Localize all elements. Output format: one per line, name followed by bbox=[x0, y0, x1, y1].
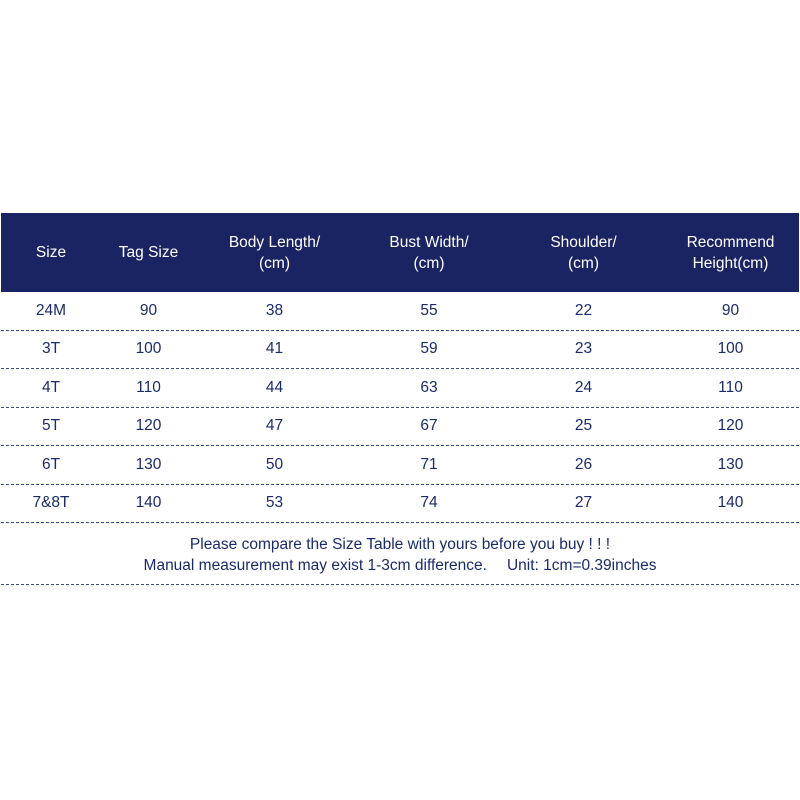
measurement-note: Manual measurement may exist 1-3cm difference. bbox=[143, 557, 487, 574]
size-table bbox=[1, 213, 799, 585]
cell-recommend-height: 120 bbox=[717, 417, 744, 435]
header-size: Size bbox=[35, 244, 67, 261]
cell-bust-width: 55 bbox=[420, 301, 438, 319]
cell-shoulder: 24 bbox=[574, 378, 593, 396]
cell-tag-size: 100 bbox=[135, 340, 162, 358]
cell-shoulder: 27 bbox=[574, 494, 593, 512]
cell-body-length: 44 bbox=[265, 378, 284, 396]
cell-shoulder: 26 bbox=[574, 455, 593, 473]
cell-body-length: 38 bbox=[265, 301, 284, 319]
size-notes bbox=[1, 523, 799, 585]
table-row bbox=[1, 485, 799, 524]
table-row bbox=[1, 408, 799, 447]
table-row bbox=[1, 292, 799, 331]
header-bust-width: Bust Width/ (cm) bbox=[389, 233, 469, 272]
cell-recommend-height: 140 bbox=[717, 494, 744, 512]
cell-bust-width: 63 bbox=[420, 378, 438, 396]
cell-body-length: 41 bbox=[265, 340, 284, 358]
cell-tag-size: 90 bbox=[139, 301, 158, 319]
cell-size: 7&8T bbox=[32, 494, 70, 512]
header-body-length: Body Length/ (cm) bbox=[228, 233, 321, 272]
cell-body-length: 50 bbox=[265, 455, 284, 473]
cell-recommend-height: 130 bbox=[717, 455, 744, 473]
cell-bust-width: 59 bbox=[420, 340, 438, 358]
table-row bbox=[1, 369, 799, 408]
cell-shoulder: 22 bbox=[574, 301, 593, 319]
header-tag-size: Tag Size bbox=[118, 244, 179, 261]
cell-size: 5T bbox=[41, 417, 61, 435]
table-row bbox=[1, 331, 799, 370]
header-shoulder: Shoulder/ (cm) bbox=[550, 233, 617, 272]
cell-bust-width: 71 bbox=[420, 455, 438, 473]
cell-shoulder: 25 bbox=[574, 417, 593, 435]
table-header bbox=[1, 213, 799, 292]
table-row bbox=[1, 446, 799, 485]
cell-recommend-height: 90 bbox=[721, 301, 740, 319]
cell-tag-size: 120 bbox=[135, 417, 162, 435]
cell-body-length: 47 bbox=[265, 417, 284, 435]
header-recommend-height: Recommend Height(cm) bbox=[686, 233, 775, 272]
measurement-note-line bbox=[1, 555, 799, 576]
cell-shoulder: 23 bbox=[574, 340, 593, 358]
cell-recommend-height: 110 bbox=[718, 378, 743, 396]
unit-note: Unit: 1cm=0.39inches bbox=[506, 557, 657, 574]
cell-bust-width: 67 bbox=[420, 417, 438, 435]
cell-size: 6T bbox=[41, 455, 61, 473]
cell-tag-size: 130 bbox=[135, 455, 162, 473]
cell-tag-size: 140 bbox=[135, 494, 162, 512]
cell-bust-width: 74 bbox=[420, 494, 438, 512]
cell-body-length: 53 bbox=[265, 494, 284, 512]
cell-size: 24M bbox=[35, 301, 67, 319]
cell-size: 4T bbox=[41, 378, 61, 396]
cell-tag-size: 110 bbox=[136, 378, 161, 396]
table-body bbox=[1, 292, 799, 523]
cell-recommend-height: 100 bbox=[717, 340, 744, 358]
cell-size: 3T bbox=[41, 340, 61, 358]
compare-note: Please compare the Size Table with yours before you buy ! ! ! bbox=[189, 536, 611, 553]
